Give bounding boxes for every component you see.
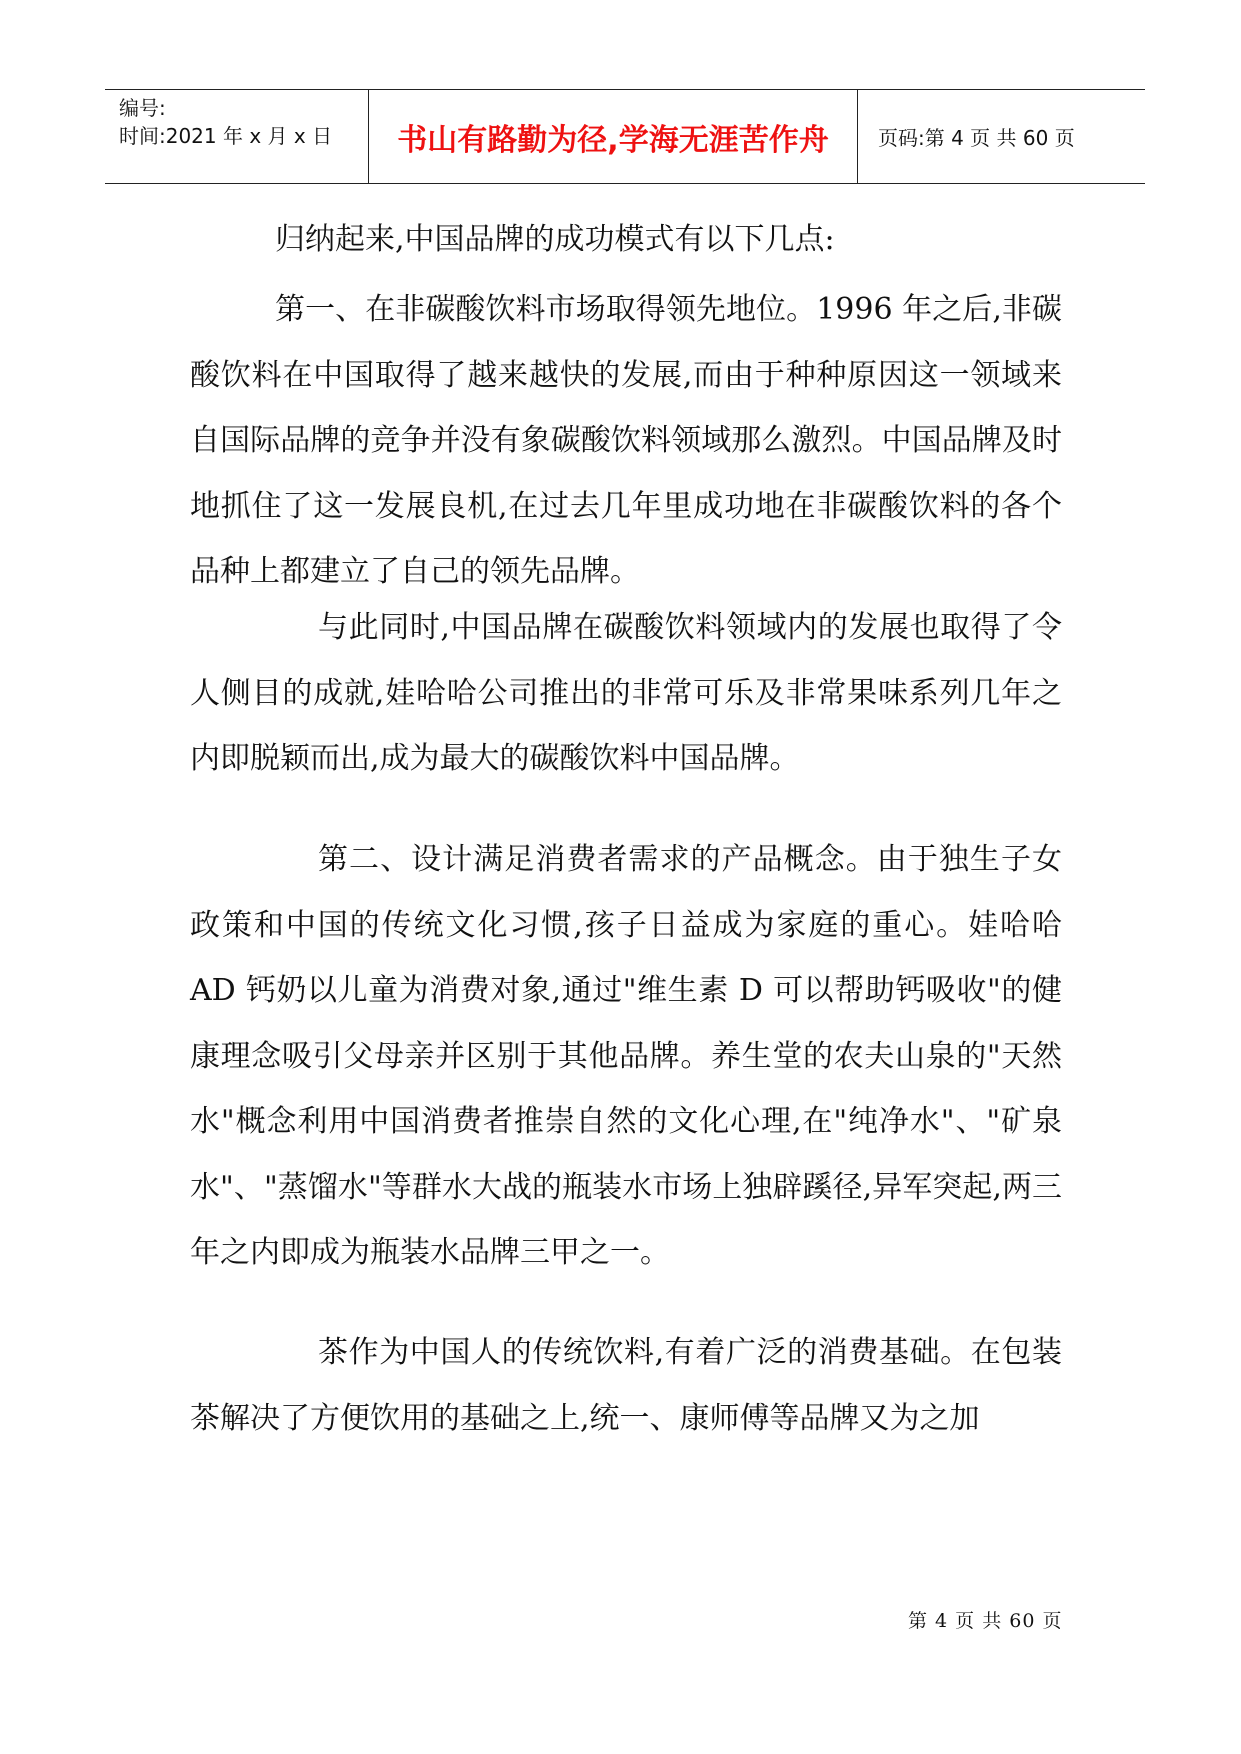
paragraph-point-one	[190, 277, 1062, 605]
header-page-number: 页码:第 4 页 共 60 页	[878, 126, 1075, 150]
paragraph-tea: 茶作为中国人的传统饮料,有着广泛的消费基础。在包装茶解决了方便饮用的基础之上,统一、康师傅等品牌又为之加	[190, 1335, 1062, 1436]
header-meta	[105, 90, 369, 183]
point-two-heading: 第二、设计满足消费者需求的产品概念。	[318, 842, 877, 877]
paragraph-point-two	[190, 827, 1062, 1286]
point-one-text: 1996 年之后,非碳酸饮料在中国取得了越来越快的发展,而由于种种原因这一领域来自国际品牌的竞争并没有象碳酸饮料领域那么激烈。中国品牌及时地抓住了这一发展良机,在过去几年里成功地在非碳酸饮料的各个品种上都建立了自己的领先品牌。	[190, 292, 1063, 589]
paragraph-carbonated: 与此同时,中国品牌在碳酸饮料领域内的发展也取得了令人侧目的成就,娃哈哈公司推出的非常可乐及非常果味系列几年之内即脱颖而出,成为最大的碳酸饮料中国品牌。	[190, 610, 1062, 776]
point-two-text: 由于独生子女政策和中国的传统文化习惯,孩子日益成为家庭的重心。娃哈哈 AD 钙奶以儿童为消费对象,通过"维生素 D 可以帮助钙吸收"的健康理念吸引父母亲并区别于其他品牌。养生堂的农夫山泉的"天然水"概念利用中国消费者推崇自然的文化心理,在"纯净水"、"矿泉水"、"蒸馏水"等群水大战的瓶装水市场上独辟蹊径,异军突起,两三年之内即成为瓶装水品牌三甲之一。	[190, 842, 1063, 1270]
document-date-label: 时间:2021 年 x 月 x 日	[119, 124, 333, 148]
document-header	[105, 89, 1145, 184]
header-motto: 书山有路勤为径,学海无涯苦作舟	[369, 90, 858, 183]
document-number-label: 编号:	[119, 96, 166, 120]
page-footer: 第 4 页 共 60 页	[908, 1610, 1063, 1632]
paragraph-summary: 归纳起来,中国品牌的成功模式有以下几点:	[275, 222, 835, 257]
point-one-heading: 第一、在非碳酸饮料市场取得领先地位。	[275, 292, 817, 327]
